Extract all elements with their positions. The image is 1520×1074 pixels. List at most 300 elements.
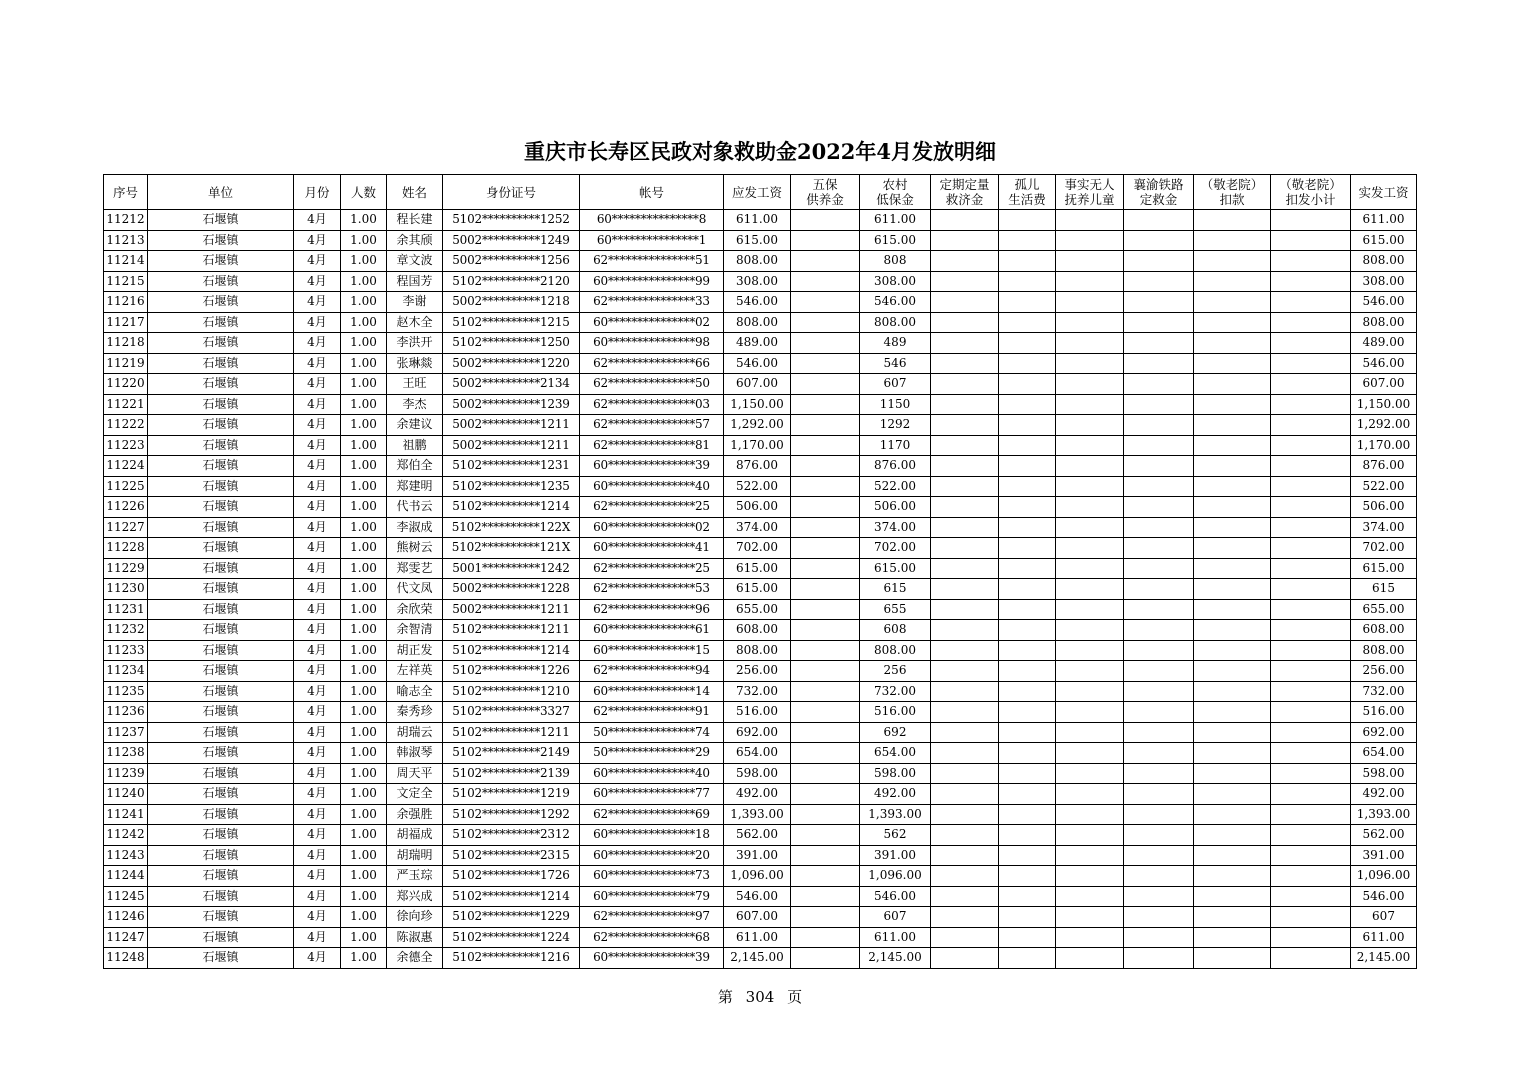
cell-count: 1.00 [341,640,387,661]
cell-seq: 11220 [104,374,148,395]
header-label: 实发工资 [1358,184,1409,200]
cell-unit: 石堰镇 [148,784,294,805]
cell-jly-subtotal [1271,497,1351,518]
cell-month: 4月 [294,886,341,907]
cell-wubao [791,763,860,784]
cell-dibao: 1170 [860,435,931,456]
cell-guer [999,353,1056,374]
cell-guer [999,497,1056,518]
cell-guer [999,333,1056,354]
cell-shishi [1056,374,1124,395]
cell-jly-deduct [1194,743,1271,764]
cell-unit: 石堰镇 [148,620,294,641]
cell-dibao: 808 [860,251,931,272]
cell-payable: 2,145.00 [724,948,791,969]
cell-month: 4月 [294,743,341,764]
cell-wubao [791,435,860,456]
cell-count: 1.00 [341,948,387,969]
cell-xiangyu [1124,681,1194,702]
cell-id: 5102**********2139 [443,763,580,784]
cell-count: 1.00 [341,230,387,251]
cell-xiangyu [1124,702,1194,723]
cell-actual: 611.00 [1351,210,1417,231]
cell-month: 4月 [294,702,341,723]
cell-wubao [791,599,860,620]
cell-dibao: 492.00 [860,784,931,805]
cell-month: 4月 [294,517,341,538]
cell-month: 4月 [294,661,341,682]
cell-id: 5002**********2134 [443,374,580,395]
cell-account: 62***************94 [580,661,724,682]
cell-dibao: 876.00 [860,456,931,477]
cell-payable: 615.00 [724,230,791,251]
cell-seq: 11219 [104,353,148,374]
cell-guer [999,312,1056,333]
cell-shishi [1056,415,1124,436]
cell-guer [999,845,1056,866]
cell-seq: 11243 [104,845,148,866]
cell-dingqi [931,394,999,415]
cell-id: 5102**********1219 [443,784,580,805]
cell-seq: 11244 [104,866,148,887]
cell-account: 60***************99 [580,271,724,292]
cell-dingqi [931,497,999,518]
payment-table [103,174,1417,969]
cell-payable: 522.00 [724,476,791,497]
cell-account: 62***************50 [580,374,724,395]
cell-dibao: 1,393.00 [860,804,931,825]
cell-dingqi [931,558,999,579]
cell-dingqi [931,456,999,477]
cell-id: 5002**********1218 [443,292,580,313]
cell-count: 1.00 [341,558,387,579]
cell-id: 5002**********1228 [443,579,580,600]
cell-unit: 石堰镇 [148,907,294,928]
cell-name: 陈淑惠 [387,927,443,948]
cell-jly-deduct [1194,374,1271,395]
cell-dibao: 391.00 [860,845,931,866]
cell-name: 代文凤 [387,579,443,600]
cell-xiangyu [1124,251,1194,272]
cell-shishi [1056,886,1124,907]
cell-guer [999,599,1056,620]
cell-seq: 11245 [104,886,148,907]
cell-actual: 492.00 [1351,784,1417,805]
cell-payable: 256.00 [724,661,791,682]
cell-name: 王旺 [387,374,443,395]
cell-account: 62***************25 [580,558,724,579]
cell-month: 4月 [294,579,341,600]
cell-dibao: 607 [860,907,931,928]
cell-count: 1.00 [341,210,387,231]
cell-payable: 808.00 [724,251,791,272]
cell-unit: 石堰镇 [148,415,294,436]
cell-payable: 615.00 [724,579,791,600]
cell-payable: 607.00 [724,374,791,395]
cell-dingqi [931,845,999,866]
cell-account: 60***************73 [580,866,724,887]
cell-payable: 546.00 [724,886,791,907]
cell-unit: 石堰镇 [148,681,294,702]
cell-dingqi [931,722,999,743]
cell-seq: 11218 [104,333,148,354]
cell-payable: 516.00 [724,702,791,723]
cell-jly-subtotal [1271,435,1351,456]
cell-payable: 808.00 [724,312,791,333]
cell-name: 郑兴成 [387,886,443,907]
cell-seq: 11229 [104,558,148,579]
cell-wubao [791,312,860,333]
cell-account: 62***************53 [580,579,724,600]
cell-id: 5102**********1292 [443,804,580,825]
cell-seq: 11237 [104,722,148,743]
table-row [104,271,1417,292]
cell-account: 62***************91 [580,702,724,723]
header-col-count [341,175,387,210]
table-row [104,517,1417,538]
cell-dingqi [931,374,999,395]
cell-wubao [791,825,860,846]
cell-dibao: 702.00 [860,538,931,559]
header-label: 身份证号 [485,184,536,200]
cell-seq: 11227 [104,517,148,538]
cell-guer [999,763,1056,784]
cell-wubao [791,702,860,723]
cell-jly-deduct [1194,353,1271,374]
cell-actual: 374.00 [1351,517,1417,538]
cell-account: 60***************40 [580,476,724,497]
header-label: 扣发小计 [1285,192,1336,207]
header-label: 救济金 [945,192,984,207]
cell-count: 1.00 [341,886,387,907]
cell-id: 5002**********1239 [443,394,580,415]
cell-account: 60***************39 [580,948,724,969]
cell-seq: 11233 [104,640,148,661]
cell-actual: 607.00 [1351,374,1417,395]
cell-shishi [1056,845,1124,866]
header-label: 人数 [350,184,376,200]
page-footer [0,986,1520,1007]
cell-shishi [1056,640,1124,661]
cell-xiangyu [1124,804,1194,825]
cell-seq: 11213 [104,230,148,251]
cell-dibao: 1,096.00 [860,866,931,887]
cell-unit: 石堰镇 [148,599,294,620]
cell-seq: 11217 [104,312,148,333]
cell-name: 赵木全 [387,312,443,333]
cell-jly-subtotal [1271,784,1351,805]
cell-jly-subtotal [1271,825,1351,846]
cell-id: 5002**********1220 [443,353,580,374]
cell-seq: 11236 [104,702,148,723]
cell-jly-deduct [1194,497,1271,518]
cell-jly-deduct [1194,394,1271,415]
cell-month: 4月 [294,374,341,395]
cell-count: 1.00 [341,456,387,477]
cell-month: 4月 [294,251,341,272]
cell-name: 喻志全 [387,681,443,702]
table-row [104,374,1417,395]
cell-unit: 石堰镇 [148,292,294,313]
cell-wubao [791,230,860,251]
cell-jly-subtotal [1271,722,1351,743]
cell-wubao [791,394,860,415]
cell-jly-subtotal [1271,476,1351,497]
cell-dibao: 1150 [860,394,931,415]
cell-seq: 11234 [104,661,148,682]
cell-month: 4月 [294,353,341,374]
cell-payable: 506.00 [724,497,791,518]
cell-wubao [791,558,860,579]
table-row [104,948,1417,969]
cell-seq: 11226 [104,497,148,518]
header-col-dibao [860,175,931,210]
cell-month: 4月 [294,476,341,497]
cell-dingqi [931,292,999,313]
cell-unit: 石堰镇 [148,845,294,866]
cell-payable: 732.00 [724,681,791,702]
cell-guer [999,210,1056,231]
cell-guer [999,948,1056,969]
table-row [104,415,1417,436]
cell-count: 1.00 [341,292,387,313]
cell-guer [999,579,1056,600]
table-row [104,230,1417,251]
cell-shishi [1056,394,1124,415]
cell-wubao [791,271,860,292]
cell-actual: 308.00 [1351,271,1417,292]
cell-payable: 876.00 [724,456,791,477]
cell-unit: 石堰镇 [148,661,294,682]
cell-unit: 石堰镇 [148,702,294,723]
cell-wubao [791,620,860,641]
cell-account: 60***************39 [580,456,724,477]
cell-seq: 11222 [104,415,148,436]
cell-month: 4月 [294,558,341,579]
cell-unit: 石堰镇 [148,353,294,374]
cell-jly-deduct [1194,230,1271,251]
cell-account: 62***************81 [580,435,724,456]
cell-jly-subtotal [1271,743,1351,764]
cell-xiangyu [1124,579,1194,600]
cell-account: 62***************66 [580,353,724,374]
cell-shishi [1056,517,1124,538]
cell-count: 1.00 [341,579,387,600]
cell-account: 50***************29 [580,743,724,764]
cell-id: 5102**********1214 [443,886,580,907]
cell-name: 李淑成 [387,517,443,538]
cell-wubao [791,886,860,907]
cell-count: 1.00 [341,538,387,559]
cell-guer [999,825,1056,846]
cell-jly-deduct [1194,845,1271,866]
table-row [104,579,1417,600]
cell-actual: 1,393.00 [1351,804,1417,825]
cell-shishi [1056,435,1124,456]
cell-xiangyu [1124,312,1194,333]
cell-jly-subtotal [1271,271,1351,292]
cell-payable: 692.00 [724,722,791,743]
cell-account: 62***************68 [580,927,724,948]
cell-actual: 615 [1351,579,1417,600]
cell-jly-deduct [1194,886,1271,907]
cell-jly-deduct [1194,517,1271,538]
cell-count: 1.00 [341,271,387,292]
cell-payable: 492.00 [724,784,791,805]
cell-jly-subtotal [1271,251,1351,272]
cell-month: 4月 [294,210,341,231]
table-row [104,743,1417,764]
cell-name: 李谢 [387,292,443,313]
header-col-shishi [1056,175,1124,210]
cell-jly-deduct [1194,435,1271,456]
cell-account: 62***************96 [580,599,724,620]
header-col-unit [148,175,294,210]
cell-dibao: 615 [860,579,931,600]
cell-count: 1.00 [341,763,387,784]
cell-count: 1.00 [341,394,387,415]
cell-actual: 702.00 [1351,538,1417,559]
cell-seq: 11240 [104,784,148,805]
cell-name: 胡福成 [387,825,443,846]
cell-name: 祖鹏 [387,435,443,456]
cell-guer [999,435,1056,456]
header-col-guer [999,175,1056,210]
cell-jly-deduct [1194,804,1271,825]
cell-count: 1.00 [341,620,387,641]
cell-name: 周天平 [387,763,443,784]
cell-shishi [1056,292,1124,313]
page-number: 304 [745,988,775,1006]
cell-xiangyu [1124,907,1194,928]
cell-count: 1.00 [341,374,387,395]
cell-actual: 2,145.00 [1351,948,1417,969]
cell-seq: 11214 [104,251,148,272]
table-row [104,907,1417,928]
table-row [104,804,1417,825]
cell-dibao: 655 [860,599,931,620]
cell-dibao: 598.00 [860,763,931,784]
cell-unit: 石堰镇 [148,743,294,764]
cell-guer [999,681,1056,702]
table-row [104,353,1417,374]
cell-name: 郑伯全 [387,456,443,477]
cell-month: 4月 [294,722,341,743]
cell-guer [999,456,1056,477]
header-label: 定救金 [1139,192,1178,207]
cell-wubao [791,722,860,743]
cell-dingqi [931,538,999,559]
cell-jly-deduct [1194,312,1271,333]
cell-id: 5102**********1250 [443,333,580,354]
cell-xiangyu [1124,886,1194,907]
cell-xiangyu [1124,271,1194,292]
cell-dibao: 546.00 [860,886,931,907]
cell-name: 徐向珍 [387,907,443,928]
cell-seq: 11241 [104,804,148,825]
cell-count: 1.00 [341,415,387,436]
cell-dingqi [931,333,999,354]
cell-guer [999,927,1056,948]
cell-account: 50***************74 [580,722,724,743]
cell-shishi [1056,661,1124,682]
cell-unit: 石堰镇 [148,497,294,518]
cell-actual: 598.00 [1351,763,1417,784]
cell-dingqi [931,599,999,620]
cell-name: 秦秀珍 [387,702,443,723]
cell-shishi [1056,312,1124,333]
cell-id: 5002**********1211 [443,415,580,436]
cell-guer [999,415,1056,436]
table-row [104,558,1417,579]
cell-id: 5002**********1211 [443,599,580,620]
cell-shishi [1056,230,1124,251]
cell-id: 5102**********1229 [443,907,580,928]
cell-dingqi [931,435,999,456]
cell-actual: 1,150.00 [1351,394,1417,415]
cell-guer [999,538,1056,559]
cell-jly-deduct [1194,640,1271,661]
cell-id: 5102**********1215 [443,312,580,333]
cell-xiangyu [1124,210,1194,231]
cell-seq: 11216 [104,292,148,313]
cell-payable: 489.00 [724,333,791,354]
cell-jly-subtotal [1271,312,1351,333]
cell-account: 60***************1 [580,230,724,251]
table-row [104,476,1417,497]
table-row [104,927,1417,948]
cell-payable: 1,393.00 [724,804,791,825]
cell-month: 4月 [294,825,341,846]
cell-guer [999,722,1056,743]
table-row [104,210,1417,231]
cell-unit: 石堰镇 [148,394,294,415]
cell-account: 60***************15 [580,640,724,661]
cell-actual: 615.00 [1351,558,1417,579]
cell-guer [999,292,1056,313]
cell-count: 1.00 [341,599,387,620]
cell-name: 代书云 [387,497,443,518]
cell-actual: 546.00 [1351,292,1417,313]
table-row [104,456,1417,477]
cell-dibao: 608 [860,620,931,641]
cell-shishi [1056,210,1124,231]
cell-jly-subtotal [1271,599,1351,620]
cell-dibao: 516.00 [860,702,931,723]
cell-payable: 546.00 [724,353,791,374]
table-row [104,661,1417,682]
page-title: 重庆市长寿区民政对象救助金2022年4月发放明细 [523,139,997,164]
cell-seq: 11239 [104,763,148,784]
cell-actual: 489.00 [1351,333,1417,354]
cell-jly-deduct [1194,927,1271,948]
cell-seq: 11246 [104,907,148,928]
cell-count: 1.00 [341,476,387,497]
header-label: 单位 [207,184,233,200]
cell-guer [999,702,1056,723]
cell-jly-subtotal [1271,948,1351,969]
cell-dibao: 607 [860,374,931,395]
cell-unit: 石堰镇 [148,886,294,907]
cell-jly-subtotal [1271,230,1351,251]
cell-unit: 石堰镇 [148,722,294,743]
header-label: 应发工资 [731,184,782,200]
table-row [104,333,1417,354]
cell-jly-subtotal [1271,886,1351,907]
cell-actual: 256.00 [1351,661,1417,682]
cell-wubao [791,640,860,661]
cell-seq: 11215 [104,271,148,292]
